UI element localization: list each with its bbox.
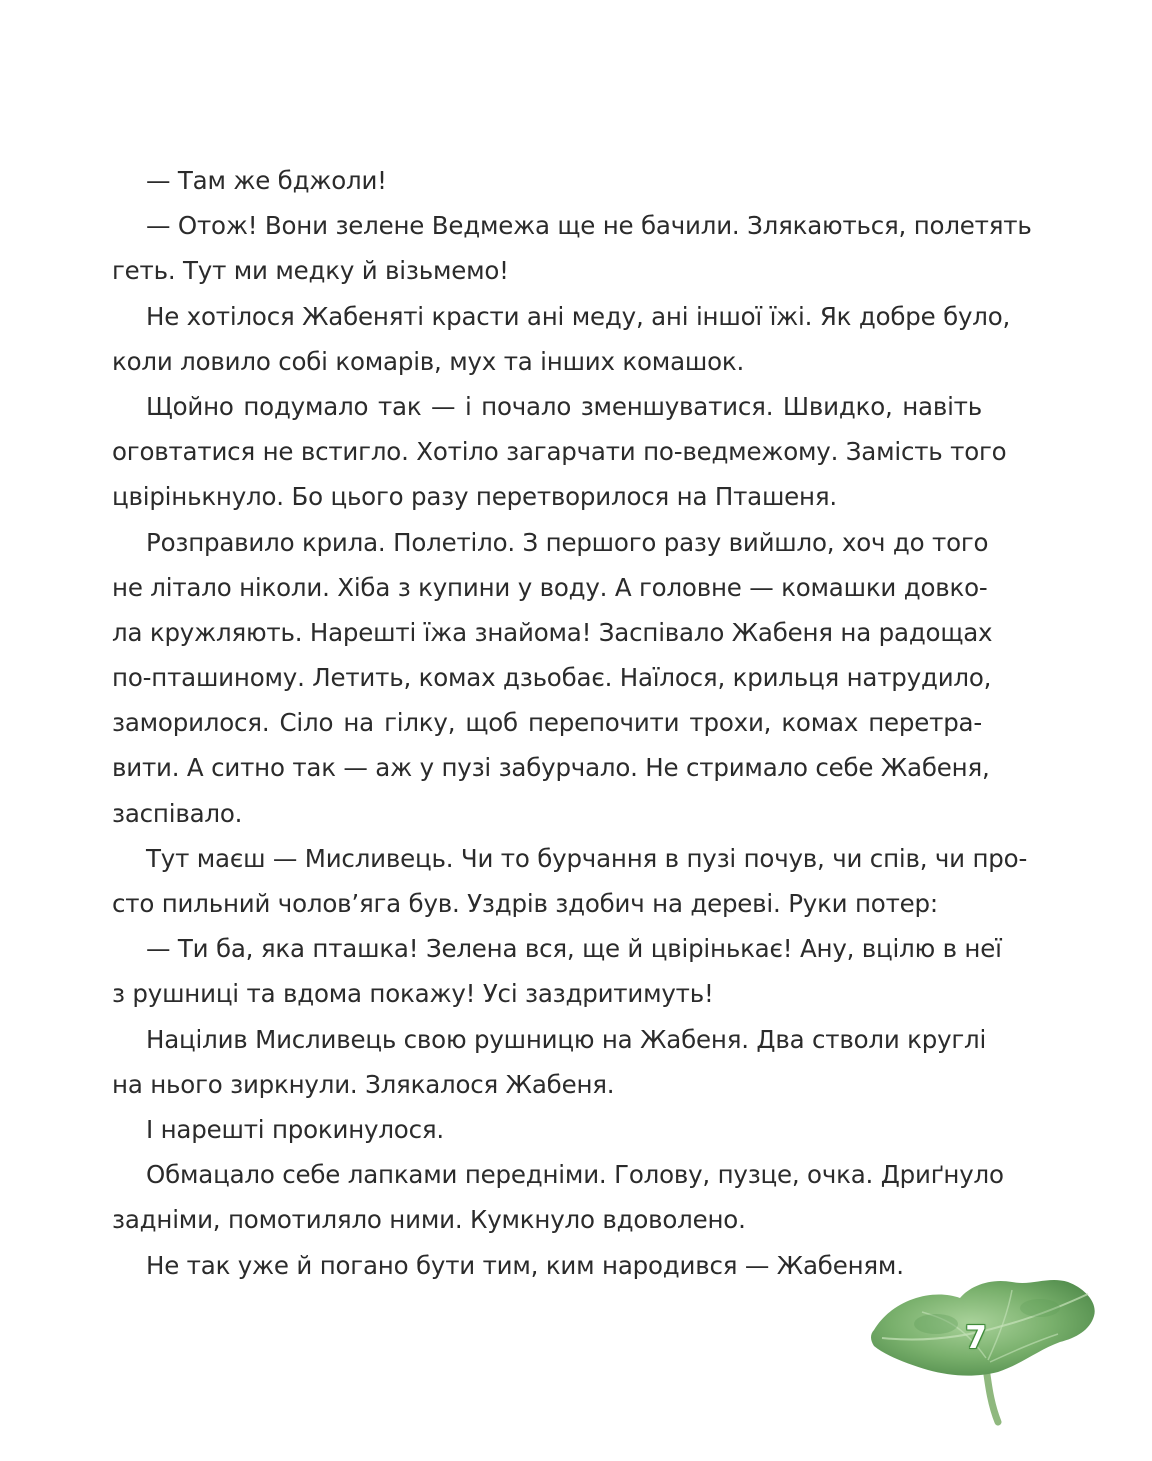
paragraph-line: Обмацало себе лапками передніми. Голову, пузце, очка. Дриґнуло	[146, 1160, 1004, 1190]
paragraph-line: І нарешті прокинулося.	[146, 1114, 444, 1144]
paragraph-line: сто пильний чолов’яга був. Уздрів здобич на дереві. Руки потер:	[112, 889, 938, 918]
paragraph-line: Щойно подумало так — і почало зменшуватися. Швидко, навіть	[146, 391, 982, 421]
paragraph-line: заморилося. Сіло на гілку, щоб перепочити трохи, комах перетра-	[112, 708, 982, 738]
paragraph-line: вити. А ситно так — аж у пузі забурчало. Не стримало себе Жабеня,	[112, 753, 990, 783]
page-number: 7	[965, 1320, 987, 1356]
paragraph-line: задніми, помотиляло ними. Кумкнуло вдоволено.	[112, 1205, 746, 1235]
paragraph-line: Тут маєш — Мисливець. Чи то бурчання в пузі почув, чи спів, чи про-	[146, 843, 1028, 873]
paragraph-line: Націлив Мисливець свою рушницю на Жабеня. Два стволи круглі	[146, 1024, 987, 1054]
paragraph-line: оговтатися не встигло. Хотіло загарчати по-ведмежому. Замість того	[112, 437, 1007, 467]
paragraph-line: геть. Тут ми медку й візьмемо!	[112, 256, 509, 286]
paragraph-line: не літало ніколи. Хіба з купини у воду. А головне — комашки довко-	[112, 572, 988, 602]
paragraph-line: заспівало.	[112, 798, 243, 828]
paragraph-line: — Ти ба, яка пташка! Зелена вся, ще й цвірінькає! Ану, вцілю в неї	[146, 934, 1002, 964]
paragraph-line: — Там же бджоли!	[146, 166, 387, 195]
paragraph-line: Розправило крила. Полетіло. З першого разу вийшло, хоч до того	[146, 527, 989, 557]
paragraph-line: Не хотілося Жабеняті красти ані меду, ані іншої їжі. Як добре було,	[146, 301, 1011, 331]
paragraph-line: цвірінькнуло. Бо цього разу перетворилося на Пташеня.	[112, 482, 837, 512]
paragraph-line: на нього зиркнули. Злякалося Жабеня.	[112, 1069, 615, 1099]
paragraph-line: — Отож! Вони зелене Ведмежа ще не бачили. Злякаються, полетять	[146, 211, 1032, 241]
paragraph-line: з рушниці та вдома покажу! Усі заздритимуть!	[112, 979, 714, 1009]
paragraph-line: коли ловило собі комарів, мух та інших комашок.	[112, 346, 745, 376]
story-text	[112, 158, 1032, 1288]
paragraph-line: по-пташиному. Летить, комах дзьобає. Наїлося, крильця натрудило,	[112, 663, 992, 693]
paragraph-line: ла кружляють. Нарешті їжа знайома! Заспівало Жабеня на радощах	[112, 617, 993, 647]
paragraph-line: Не так уже й погано бути тим, ким народився — Жабеням.	[146, 1250, 904, 1280]
